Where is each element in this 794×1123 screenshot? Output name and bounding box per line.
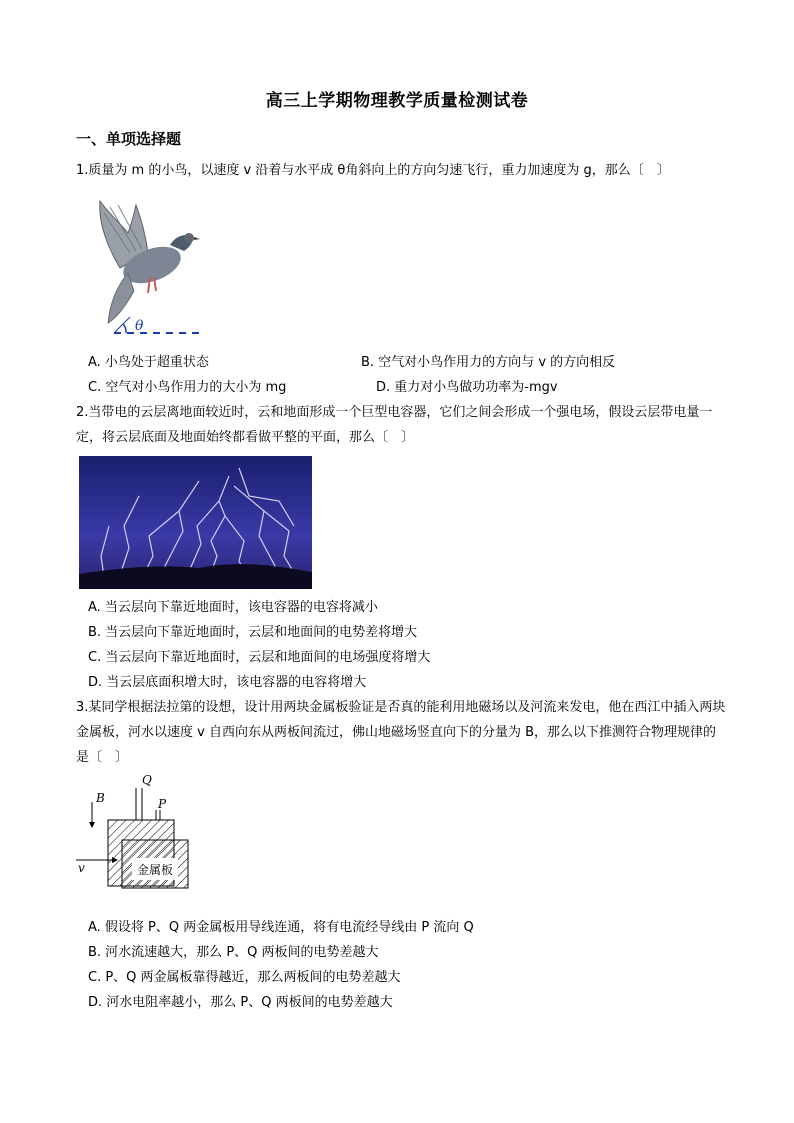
label-b: B bbox=[96, 791, 105, 805]
label-q: Q bbox=[142, 773, 152, 787]
q1-option-b: B. 空气对小鸟作用力的方向与 v 的方向相反 bbox=[361, 355, 616, 370]
section-heading: 一、单项选择题 bbox=[76, 130, 182, 148]
q1-option-a: A. 小鸟处于超重状态 bbox=[88, 355, 209, 370]
question-3-stem: 3.某同学根据法拉第的设想，设计用两块金属板验证是否真的能利用地磁场以及河流来发电，他在西江中插入两块金属板，河水以速度 v 自西向东从两板间流过，佛山地磁场竖直向下的分量为 B，那么以下推测符合物理规律的是〔 〕 bbox=[76, 700, 726, 765]
label-p: P bbox=[158, 797, 167, 811]
q3-option-c: C. P、Q 两金属板靠得越近，那么两板间的电势差越大 bbox=[88, 970, 401, 985]
q2-option-b: B. 当云层向下靠近地面时，云层和地面间的电势差将增大 bbox=[88, 625, 418, 640]
question-2-stem: 2.当带电的云层离地面较近时，云和地面形成一个巨型电容器，它们之间会形成一个强电场，假设云层带电量一定，将云层底面及地面始终都看做平整的平面，那么〔 〕 bbox=[76, 405, 713, 445]
page-title: 高三上学期物理教学质量检测试卷 bbox=[265, 91, 529, 111]
q3-option-b: B. 河水流速越大，那么 P、Q 两板间的电势差越大 bbox=[88, 945, 379, 960]
question-1-stem: 1.质量为 m 的小鸟，以速度 v 沿着与水平成 θ角斜向上的方向匀速飞行，重力加速度为 g，那么〔 〕 bbox=[76, 163, 670, 178]
q3-option-a: A. 假设将 P、Q 两金属板用导线连通，将有电流经导线由 P 流向 Q bbox=[88, 920, 474, 935]
metal-plates-diagram bbox=[72, 772, 198, 890]
q1-option-d: D. 重力对小鸟做功功率为-mgv bbox=[376, 380, 558, 395]
q3-option-d: D. 河水电阻率越小，那么 P、Q 两板间的电势差越大 bbox=[88, 995, 393, 1010]
pigeon-figure bbox=[90, 193, 210, 341]
q2-option-a: A. 当云层向下靠近地面时，该电容器的电容将减小 bbox=[88, 600, 378, 615]
plate-label: 金属板 bbox=[136, 863, 174, 877]
lightning-photo bbox=[79, 456, 312, 589]
label-v: v bbox=[78, 861, 85, 875]
theta-label: θ bbox=[135, 318, 144, 334]
q2-option-c: C. 当云层向下靠近地面时，云层和地面间的电场强度将增大 bbox=[88, 650, 431, 665]
q2-option-d: D. 当云层底面积增大时，该电容器的电容将增大 bbox=[88, 675, 367, 690]
q1-option-c: C. 空气对小鸟作用力的大小为 mg bbox=[88, 380, 287, 395]
